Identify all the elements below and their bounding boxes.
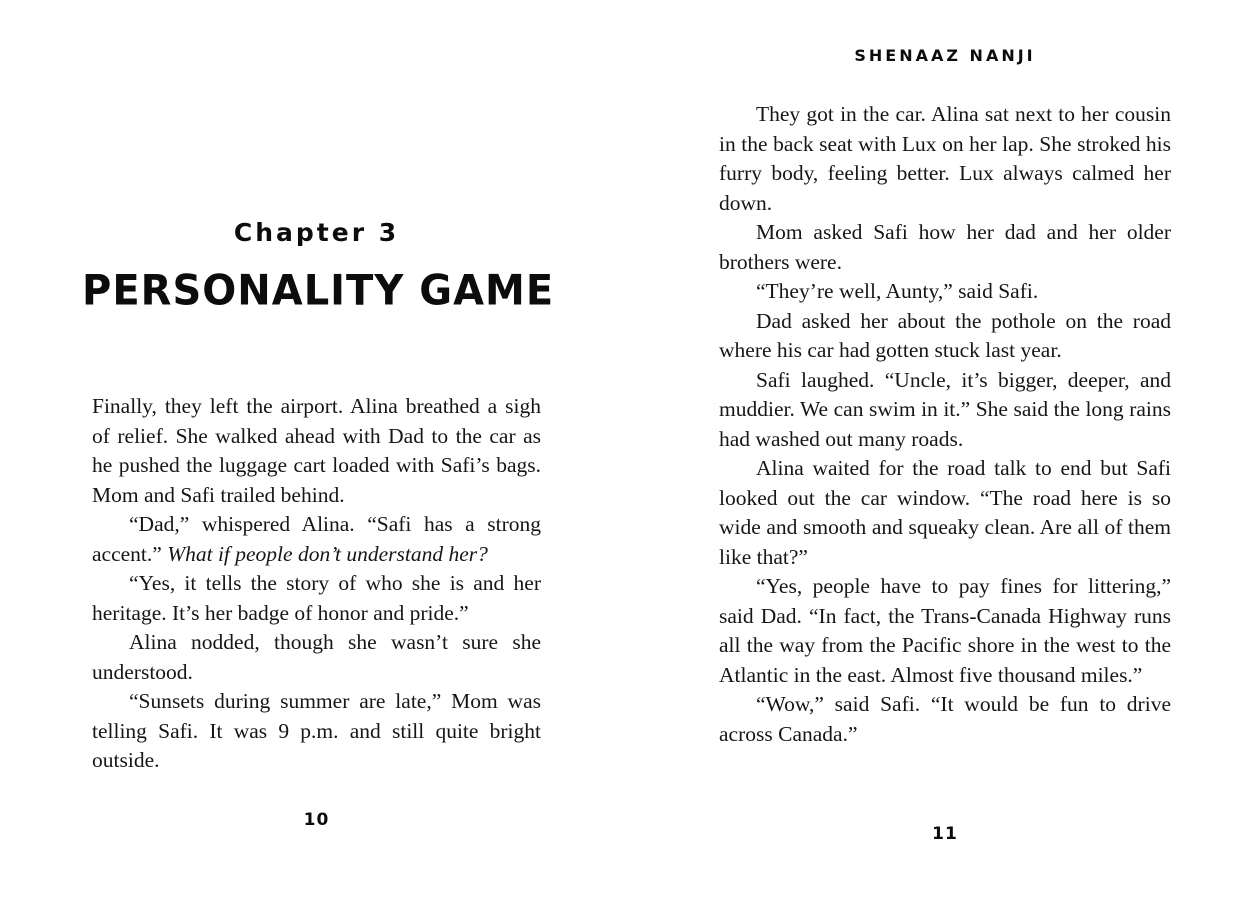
text-run: Mom asked Safi how her dad and her older brothers were. (719, 220, 1171, 274)
body-paragraph (719, 690, 1171, 749)
text-run: “Sunsets during summer are late,” Mom was telling Safi. It was 9 p.m. and still quite bright outside. (92, 689, 541, 772)
body-paragraph (92, 569, 541, 628)
text-run: Dad asked her about the pothole on the road where his car had gotten stuck last year. (719, 308, 1171, 362)
right-page-body-text (719, 100, 1171, 749)
italic-text-run: What if people don’t understand her? (167, 541, 488, 566)
running-header-author: SHENAAZ NANJI (854, 46, 1036, 65)
page-number-left: 10 (303, 810, 330, 830)
body-paragraph (719, 572, 1171, 690)
body-paragraph (92, 687, 541, 776)
text-run: “Dad,” whispered Alina. “Safi has a strong accent.” (92, 512, 541, 566)
left-page-body-text (92, 392, 541, 776)
chapter-label: Chapter 3 (233, 218, 400, 247)
text-run: Finally, they left the airport. Alina breathed a sigh of relief. She walked ahead with Dad to the car as he pushed the luggage cart loaded with Safi’s bags. Mom and Safi trailed behind. (92, 394, 541, 507)
body-paragraph (719, 218, 1171, 277)
text-run: “Yes, it tells the story of who she is and her heritage. It’s her badge of honor and pride.” (92, 571, 541, 625)
text-run: Safi laughed. “Uncle, it’s bigger, deeper, and muddier. We can swim in it.” She said the long rains had washed out many roads. (719, 367, 1171, 451)
text-run: Alina nodded, though she wasn’t sure she understood. (92, 630, 541, 684)
body-paragraph (92, 628, 541, 687)
chapter-title: PERSONALITY GAME (82, 267, 555, 315)
page-left (82, 0, 555, 900)
body-paragraph (92, 392, 541, 510)
text-run: Alina waited for the road talk to end but Safi looked out the car window. “The road here is so wide and smooth and squeaky clean. Are all of them like that?” (719, 456, 1171, 569)
body-paragraph (719, 100, 1171, 218)
body-paragraph (719, 307, 1171, 366)
text-run: “Yes, people have to pay fines for littering,” said Dad. “In fact, the Trans-Canada Highway runs all the way from the Pacific shore in the west to the Atlantic in the east. Almost five thousand miles.” (719, 574, 1171, 687)
body-paragraph (719, 277, 1171, 307)
page-right (719, 0, 1171, 900)
body-paragraph (92, 510, 541, 569)
text-run: They got in the car. Alina sat next to her cousin in the back seat with Lux on her lap. She stroked his furry body, feeling better. Lux always calmed her down. (719, 102, 1171, 215)
body-paragraph (719, 454, 1171, 572)
text-run: “They’re well, Aunty,” said Safi. (756, 279, 1039, 303)
body-paragraph (719, 366, 1171, 455)
text-run: “Wow,” said Safi. “It would be fun to drive across Canada.” (719, 692, 1171, 746)
page-number-right: 11 (932, 824, 958, 844)
